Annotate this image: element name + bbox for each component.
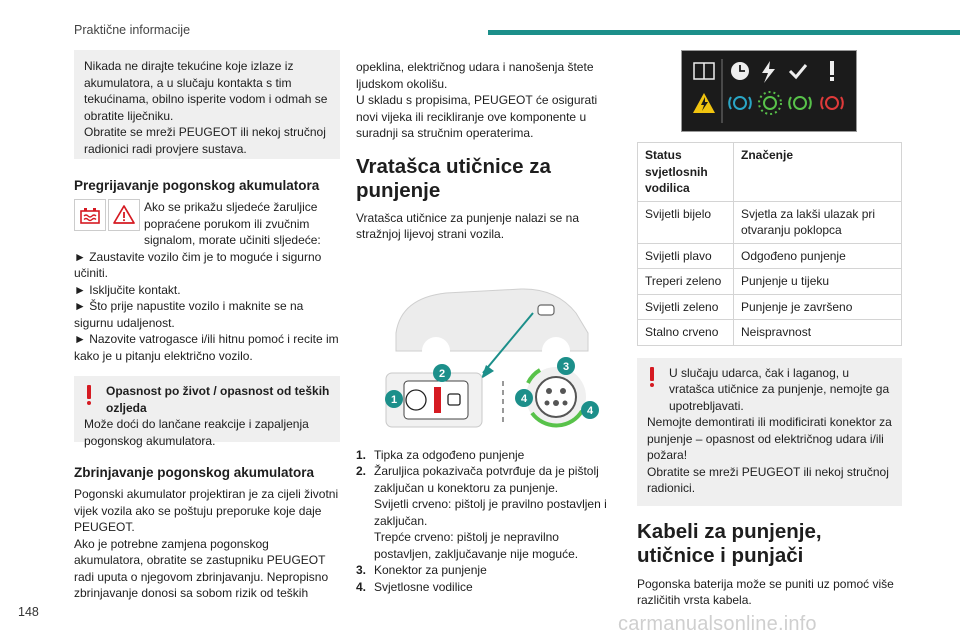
table-row: Svijetli bijelo Svjetla za lakši ulazak pri otvaranju poklopca	[638, 201, 902, 243]
danger-box	[74, 376, 340, 448]
section-heading: Vratašca utičnice za punjenje	[356, 154, 551, 202]
callout-4: 4	[520, 392, 528, 405]
section-text: Pogonska baterija može se puniti uz pomoć više različitih vrsta kabela.	[637, 576, 894, 607]
disposal-text: Ako je potrebne zamjena pogonskog akumulatora, obratite se zastupniku PEUGEOT radi uputa o njegovom zbrinjavanju. Nepropisno zbrinjavanje donosi sa sobom rizik od teških	[74, 536, 329, 600]
status-icons-panel	[681, 50, 857, 132]
danger-text: Može doći do lančane reakcije i zapaljenja pogonskog akumulatora.	[84, 417, 309, 448]
table-header: Značenje	[734, 143, 902, 202]
table-row: Treperi zeleno Punjenje u tijeku	[638, 269, 902, 295]
header-accent-bar	[488, 30, 960, 35]
header-title: Praktične informacije	[74, 23, 191, 37]
warning-text: U slučaju udarca, čak i laganog, u vratašca utičnice za punjenje, nemojte ga upotrebljavati.	[669, 365, 890, 413]
warning-lamps-row	[74, 199, 340, 249]
disposal-text: Pogonski akumulator projektiran je za cijeli životni vijek vozila ako se poštuju preporuke koje daje PEUGEOT.	[74, 487, 339, 534]
continued-text: U skladu s propisima, PEUGEOT će osigurati novi vijeka ili recikliranje ove komponente u suradnji sa stručnim operaterima.	[356, 93, 598, 140]
list-item: 2. Žaruljica pokazivača potvrđuje da je pištolj zaključan u konektoru za punjenje. Svijetli crveno: pištolj je pravilno postavljen i zaključan. Trepće crveno: pištolj je nepravilno postavljen, zaključavanje nije moguće.	[356, 464, 607, 561]
exclamation-icon	[86, 385, 92, 405]
callout-3: 3	[562, 360, 570, 373]
warning-text: Nemojte demontirati ili modificirati konektor za punjenje – opasnost od električnog udara i/ili požara!	[647, 415, 892, 462]
callout-1: 1	[390, 393, 398, 406]
section-heading: Zbrinjavanje pogonskog akumulatora	[74, 465, 315, 480]
info-box-text: Obratite se mreži PEUGEOT ili nekoj stručnoj radionici radi provjere sustava.	[84, 125, 326, 156]
list-item: 3. Konektor za punjenje	[356, 563, 487, 577]
section-heading: Pregrijavanje pogonskog akumulatora	[74, 178, 320, 193]
charging-warning-icon	[693, 93, 715, 113]
page-number: 148	[18, 605, 39, 619]
exclamation-icon	[649, 367, 655, 387]
danger-title: Opasnost po život / opasnost od teških ozljeda	[106, 384, 330, 415]
step-item: ► Zaustavite vozilo čim je to moguće i sigurno učiniti.	[74, 249, 322, 280]
info-box-text: Nikada ne dirajte tekućine koje izlaze iz akumulatora, a u slučaju kontakta s tim tekućinama, obilno isperite vodom i odmah se obratite liječniku.	[84, 59, 328, 123]
step-item: ► Nazovite vatrogasce i/ili hitnu pomoć i recite im kako je u pitanju električno vozilo.	[74, 332, 339, 363]
warning-text: Obratite se mreži PEUGEOT ili nekoj stručnoj radionici.	[647, 464, 889, 495]
ring-green	[789, 97, 811, 109]
list-item: 4. Svjetlosne vodilice	[356, 579, 473, 594]
table-row: Svijetli plavo Odgođeno punjenje	[638, 243, 902, 269]
table-row: Svijetli zeleno Punjenje je završeno	[638, 294, 902, 320]
column-1	[74, 50, 340, 602]
battery-temperature-icon	[74, 199, 106, 231]
status-table	[637, 142, 902, 346]
callout-4b: 4	[586, 404, 594, 417]
clock-icon	[731, 62, 749, 80]
step-item: ► Što prije napustite vozilo i maknite se na sigurnu udaljenost.	[74, 299, 304, 330]
legend-list	[356, 447, 618, 596]
warning-triangle-icon	[108, 199, 140, 231]
callout-2: 2	[438, 367, 446, 380]
book-icon	[694, 63, 714, 79]
check-icon	[790, 65, 806, 77]
exclamation-icon	[830, 61, 834, 81]
list-item: 1. Tipka za odgođeno punjenje	[356, 447, 525, 462]
ring-red	[821, 97, 843, 109]
overheat-intro: Ako se prikažu sljedeće žaruljice popraćene porukom ili zvučnim signalom, morate učiniti sljedeće:	[144, 200, 321, 247]
warning-box	[637, 358, 902, 506]
table-row: Stalno crveno Neispravnost	[638, 320, 902, 346]
charging-flap-diagram	[356, 253, 606, 433]
flap-icon	[538, 305, 554, 315]
column-2	[356, 50, 618, 595]
info-box	[74, 50, 340, 159]
column-3	[637, 50, 902, 609]
ring-blue	[729, 97, 751, 109]
continued-text: opeklina, električnog udara i nanošenja štete ljudskom okolišu.	[356, 60, 594, 91]
step-item: ► Isključite kontakt.	[74, 282, 181, 297]
lightning-icon	[762, 61, 775, 83]
section-intro: Vratašca utičnice za punjenje nalazi se na stražnjoj lijevoj strani vozila.	[356, 210, 580, 241]
table-header: Status svjetlosnih vodilica	[638, 143, 734, 202]
table-header-row	[638, 143, 902, 202]
ring-green-blinking	[759, 92, 781, 114]
section-heading: Kabeli za punjenje, utičnice i punjači	[637, 519, 822, 567]
watermark: carmanualsonline.info	[618, 613, 817, 635]
